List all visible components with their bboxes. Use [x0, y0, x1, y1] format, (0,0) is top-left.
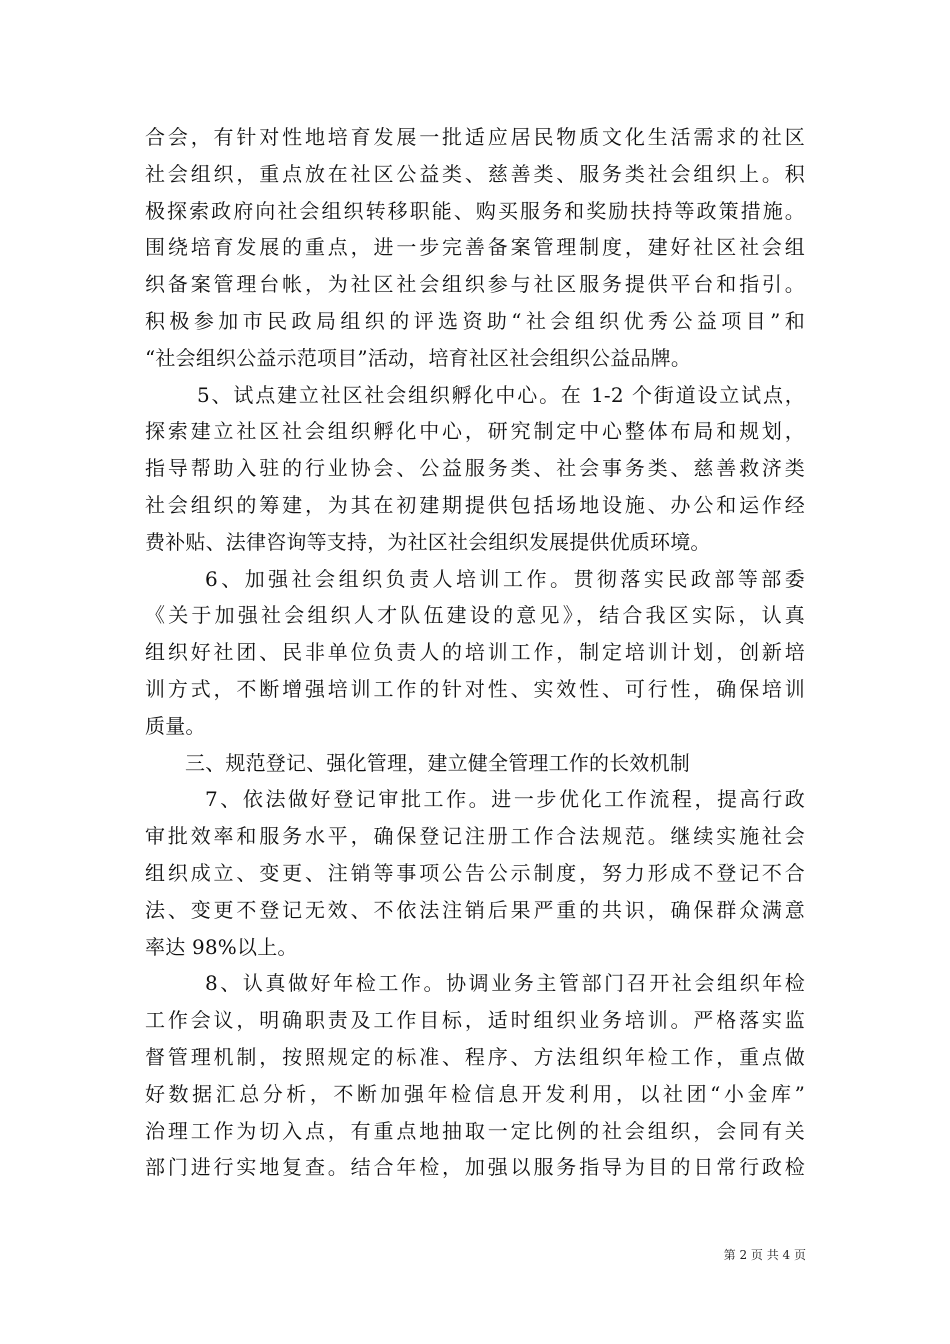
text-line: 训方式，不断增强培训工作的针对性、实效性、可行性，确保培训 — [145, 676, 805, 701]
text-line: 工作会议，明确职责及工作目标，适时组织业务培训。严格落实监 — [145, 1008, 805, 1033]
text-line: 治理工作为切入点，有重点地抽取一定比例的社会组织，会同有关 — [145, 1118, 805, 1143]
text-line: 围绕培育发展的重点，进一步完善备案管理制度，建好社区社会组 — [145, 235, 805, 260]
paragraph-item-8 — [145, 965, 805, 1186]
text-line: 组织成立、变更、注销等事项公告公示制度，努力形成不登记不合 — [145, 860, 805, 885]
text-line: 5、试点建立社区社会组织孵化中心。在 1-2 个街道设立试点， — [197, 382, 805, 407]
text-line: 部门进行实地复查。结合年检，加强以服务指导为目的日常行政检 — [145, 1155, 805, 1180]
text-line: “社会组织公益示范项目”活动，培育社区社会组织公益品牌。 — [145, 345, 692, 370]
paragraph-continuation — [145, 119, 805, 377]
text-line: 8、认真做好年检工作。协调业务主管部门召开社会组织年检 — [205, 971, 805, 996]
text-line: 探索建立社区社会组织孵化中心，研究制定中心整体布局和规划， — [145, 419, 805, 444]
text-line: 7、依法做好登记审批工作。进一步优化工作流程，提高行政 — [205, 787, 805, 812]
text-line: 6、加强社会组织负责人培训工作。贯彻落实民政部等部委 — [205, 566, 805, 591]
text-line: 社会组织，重点放在社区公益类、慈善类、服务类社会组织上。积 — [145, 161, 805, 186]
text-line: 督管理机制，按照规定的标准、程序、方法组织年检工作，重点做 — [145, 1044, 805, 1069]
text-line: 合会，有针对性地培育发展一批适应居民物质文化生活需求的社区 — [145, 125, 805, 149]
paragraph-item-7 — [145, 781, 805, 965]
section-heading-3 — [145, 745, 805, 782]
text-line: 织备案管理台帐，为社区社会组织参与社区服务提供平台和指引。 — [145, 272, 805, 297]
section-heading: 三、规范登记、强化管理，建立健全管理工作的长效机制 — [185, 750, 690, 775]
text-line: 指导帮助入驻的行业协会、公益服务类、社会事务类、慈善救济类 — [145, 456, 805, 481]
text-line: 组织好社团、民非单位负责人的培训工作，制定培训计划，创新培 — [145, 640, 805, 665]
paragraph-item-5 — [145, 377, 805, 561]
text-line: 法、变更不登记无效、不依法注销后果严重的共识，确保群众满意 — [145, 897, 805, 922]
text-line: 社会组织的筹建，为其在初建期提供包括场地设施、办公和运作经 — [145, 492, 805, 517]
text-line: 好数据汇总分析，不断加强年检信息开发利用，以社团“小金库” — [145, 1081, 805, 1106]
text-line: 审批效率和服务水平，确保登记注册工作合法规范。继续实施社会 — [145, 824, 805, 849]
text-line: 费补贴、法律咨询等支持，为社区社会组织发展提供优质环境。 — [145, 529, 711, 554]
paragraph-item-6 — [145, 561, 805, 745]
text-line: 率达 98%以上。 — [145, 934, 298, 959]
page-number-footer: 第 2 页 共 4 页 — [723, 1248, 806, 1262]
text-line: 质量。 — [145, 713, 206, 738]
text-line: 《关于加强社会组织人才队伍建设的意见》，结合我区实际，认真 — [145, 603, 805, 628]
text-line: 积极参加市民政局组织的评选资助“社会组织优秀公益项目”和 — [145, 308, 805, 333]
text-line: 极探索政府向社会组织转移职能、购买服务和奖励扶持等政策措施。 — [145, 198, 805, 223]
document-body — [145, 119, 805, 1186]
